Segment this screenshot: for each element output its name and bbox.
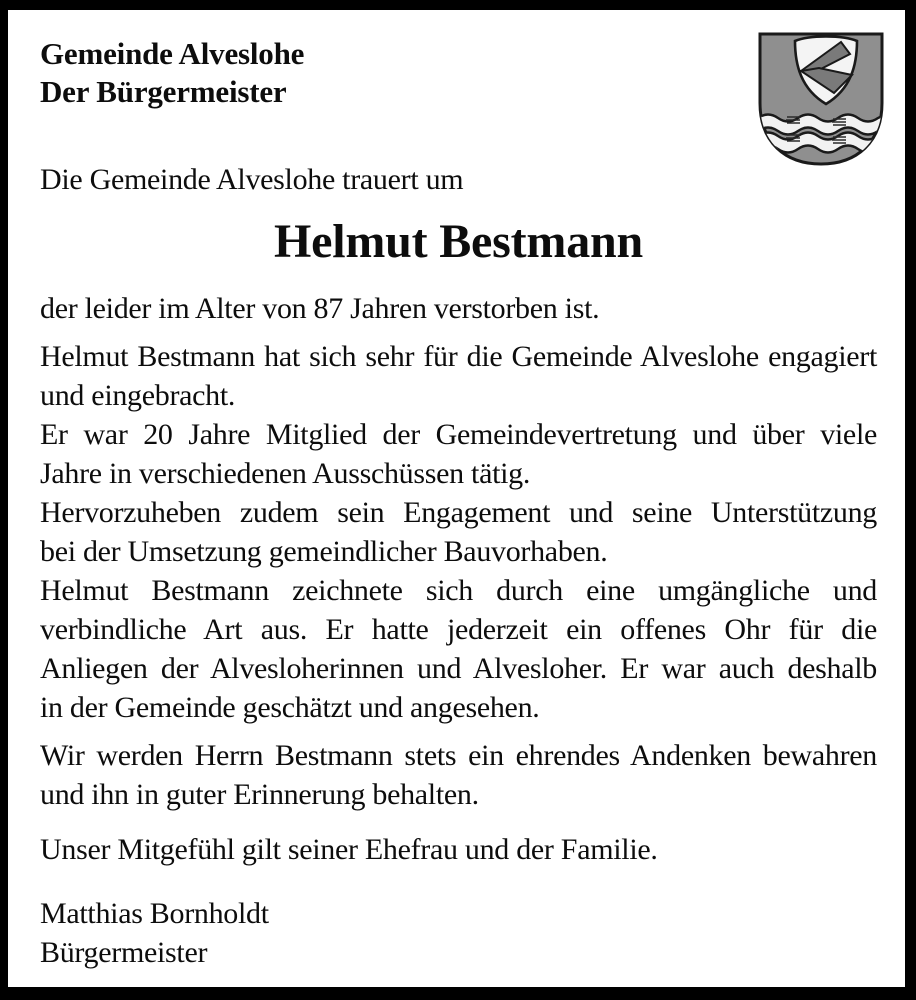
obituary-main-paragraphs [40, 337, 877, 727]
obituary-line: und eingebracht. [40, 379, 236, 412]
obituary-line: bei der Umsetzung gemeindlicher Bauvorhaben. [40, 535, 608, 568]
obituary-line: Hervorzuheben zudem sein Engagement und seine Unterstützung [40, 496, 877, 529]
obituary-line: in der Gemeinde geschätzt und angesehen. [40, 691, 540, 724]
deceased-name: Helmut Bestmann [273, 215, 643, 268]
intro-line: Die Gemeinde Alveslohe trauert um [40, 163, 464, 196]
subline: der leider im Alter von 87 Jahren verstorben ist. [40, 292, 600, 325]
obituary-line: Helmut Bestmann zeichnete sich durch eine umgängliche und [40, 574, 877, 607]
condolence-line: Unser Mitgefühl gilt seiner Ehefrau und der Familie. [40, 833, 658, 866]
letterhead [40, 35, 877, 111]
obituary-line: Helmut Bestmann hat sich sehr für die Gemeinde Alveslohe engagiert [40, 340, 877, 373]
condolence-paragraph [40, 830, 877, 869]
signature-title: Bürgermeister [40, 936, 208, 969]
remembrance-paragraph [40, 736, 877, 814]
obituary-line: Jahre in verschiedenen Ausschüssen tätig. [40, 457, 531, 490]
alveslohe-coat-of-arms-icon [757, 31, 885, 167]
remembrance-line: und ihn in guter Erinnerung behalten. [40, 778, 479, 811]
obituary-line: Anliegen der Alvesloherinnen und Alvesloher. Er war auch deshalb [40, 652, 877, 685]
letterhead-office: Der Bürgermeister [40, 74, 287, 109]
letterhead-municipality: Gemeinde Alveslohe [40, 36, 305, 71]
notice-content [8, 10, 905, 987]
signature-block [40, 894, 877, 972]
remembrance-line: Wir werden Herrn Bestmann stets ein ehrendes Andenken bewahren [40, 739, 877, 772]
obituary-line: verbindliche Art aus. Er hatte jederzeit ein offenes Ohr für die [40, 613, 877, 646]
signature-name: Matthias Bornholdt [40, 897, 269, 930]
obituary-line: Er war 20 Jahre Mitglied der Gemeindevertretung und über viele [40, 418, 877, 451]
